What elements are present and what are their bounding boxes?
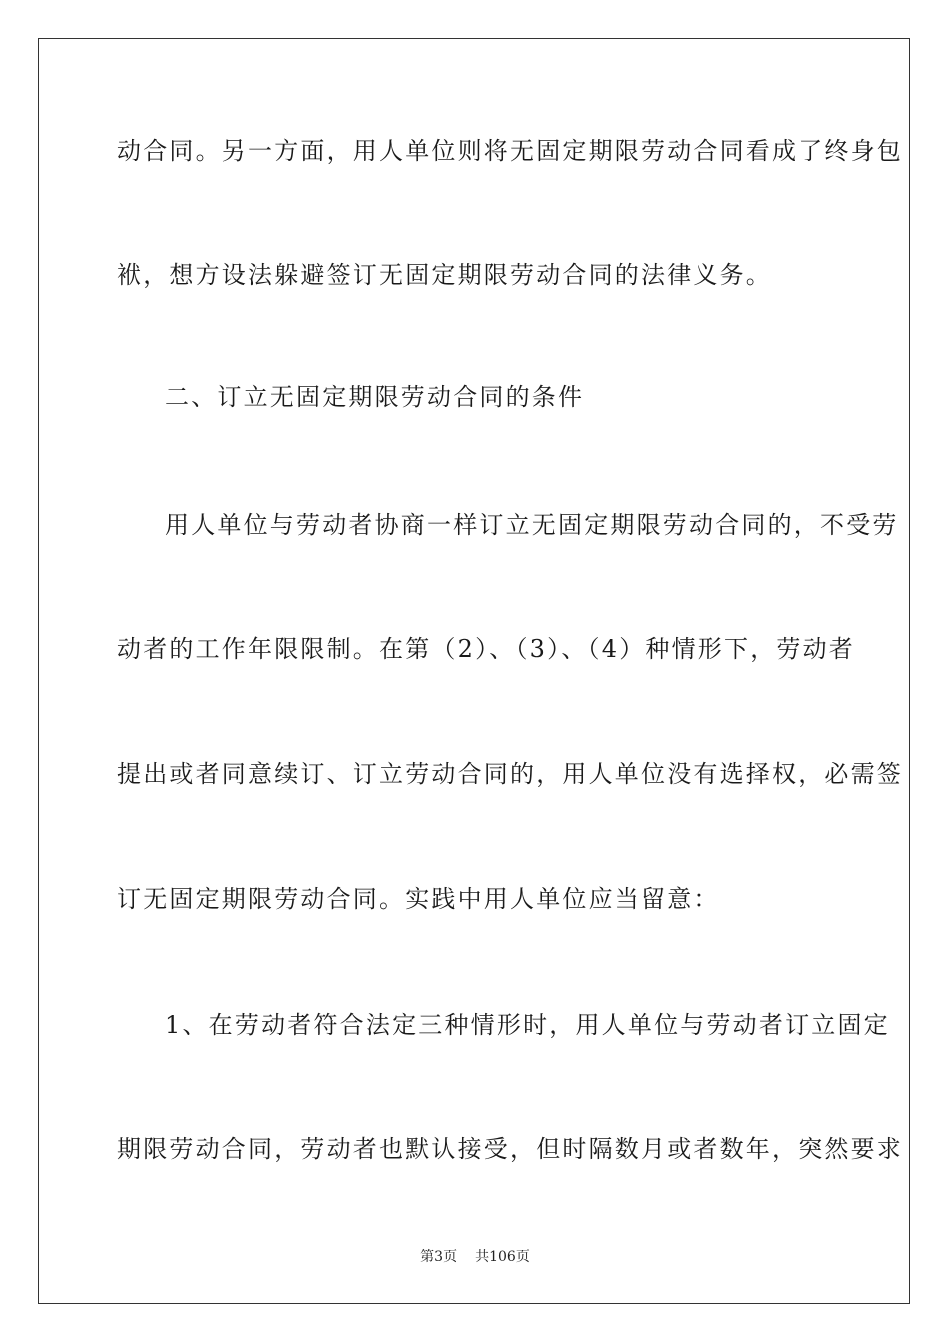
paragraph-first-line: 用人单位与劳动者协商一样订立无固定期限劳动合同的，不受劳 [165, 511, 899, 539]
page-number: 第3页 [420, 1249, 458, 1265]
total-pages: 共106页 [475, 1249, 530, 1265]
body-text-line: 期限劳动合同，劳动者也默认接受，但时隔数月或者数年，突然要求 [117, 1135, 903, 1163]
body-text-line: 提出或者同意续订、订立劳动合同的，用人单位没有选择权，必需签 [117, 760, 903, 788]
paragraph-first-line: 1、在劳动者符合法定三种情形时，用人单位与劳动者订立固定 [165, 1011, 890, 1039]
page-border [38, 38, 910, 1304]
section-heading: 二、订立无固定期限劳动合同的条件 [165, 383, 585, 411]
body-text-line: 动合同。另一方面，用人单位则将无固定期限劳动合同看成了终身包 [117, 137, 903, 165]
body-text-line: 动者的工作年限限制。在第（2）、（3）、（4）种情形下，劳动者 [117, 635, 856, 663]
page-footer [0, 1248, 950, 1266]
body-text-line: 袱，想方设法躲避签订无固定期限劳动合同的法律义务。 [117, 261, 772, 289]
body-text-line: 订无固定期限劳动合同。实践中用人单位应当留意： [117, 885, 720, 913]
